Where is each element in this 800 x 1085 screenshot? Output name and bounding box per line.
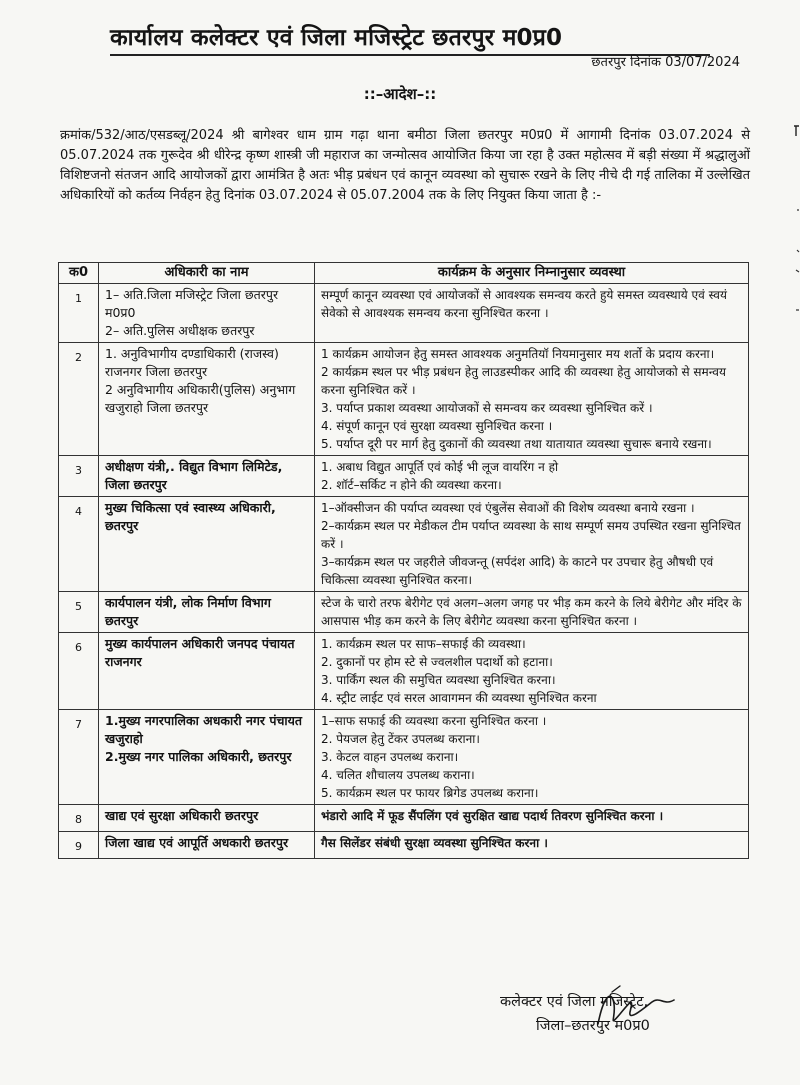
arrangement-item: सम्पूर्ण कानून व्यवस्था एवं आयोजकों से आवश्यक समन्वय करते हुये समस्त व्यवस्थाये एवं स्वयं सेवेको से आवश्यक समन्वय करना सुनिश्चित करना । — [321, 288, 727, 320]
row-arrangements — [315, 592, 749, 633]
row-arrangements — [315, 710, 749, 805]
intro-paragraph: क्रमांक/532/आठ/एसडब्लू/2024 श्री बागेश्वर धाम ग्राम गढ़ा थाना बमीठा जिला छतरपुर म0प्र0 में आगामी दिनांक 03.07.2024 से 05.07.2024 तक गुरूदेव श्री धीरेन्द्र कृष्ण शास्त्री जी महाराज का जन्मोत्सव आयोजित किया जा रहा है उक्त महोत्सव में बड़ी संख्या में श्रद्धालुओं विशिष्टजनो संतजन आदि आयोजकों द्वारा आमंत्रित है अतः भीड़ प्रबंधन एवं कानून व्यवस्था को सुचारू रखने के लिए नीचे दी गई तालिका में उल्लेखित अधिकारियों को कर्तव्य निर्वहन हेतु दिनांक 03.07.2024 से 05.07.2004 तक के लिए नियुक्त किया जाता है :- — [60, 128, 750, 203]
header-officer: अधिकारी का नाम — [99, 263, 315, 284]
arrangement-item: 3. केटल वाहन उपलब्ध कराना। — [321, 750, 459, 764]
officer-name: 2– अति.पुलिस अधीक्षक छतरपुर — [105, 323, 255, 338]
row-officer — [99, 633, 315, 710]
arrangement-item: 2. शॉर्ट–सर्किट न होने की व्यवस्था करना। — [321, 478, 502, 492]
row-serial: 2 — [59, 343, 99, 456]
row-officer — [99, 343, 315, 456]
signature-district: जिला–छतरपुर म0प्र0 — [536, 1018, 650, 1034]
arrangement-item: 5. पर्याप्त दूरी पर मार्ग हेतु दुकानों की व्यवस्था तथा यातायात व्यवस्था सुचारू बनाये रखना। — [321, 437, 712, 451]
table-row — [59, 592, 749, 633]
row-officer — [99, 284, 315, 343]
order-date: छतरपुर दिनांक 03/07/2024 — [591, 55, 740, 70]
row-serial: 1 — [59, 284, 99, 343]
arrangement-item: 1–साफ सफाई की व्यवस्था करना सुनिश्चित करना । — [321, 714, 547, 728]
row-officer — [99, 497, 315, 592]
margin-scan-marks — [790, 120, 800, 370]
table-header-row — [59, 263, 749, 284]
arrangement-item: 4. स्ट्रीट लाईट एवं सरल आवागमन की व्यवस्था सुनिश्चित करना — [321, 691, 597, 705]
arrangement-item: 3. पर्याप्त प्रकाश व्यवस्था आयोजकों से समन्वय कर व्यवस्था सुनिश्चित करें । — [321, 401, 653, 415]
table-row — [59, 832, 749, 859]
order-heading: ::–आदेश–:: — [363, 85, 437, 103]
duty-table — [58, 262, 749, 859]
arrangement-item: 2. पेयजल हेतु टेंकर उपलब्ध कराना। — [321, 732, 480, 746]
table-row — [59, 284, 749, 343]
row-officer — [99, 592, 315, 633]
officer-name: 1.मुख्य नगरपालिका अधकारी नगर पंचायत खजुराहो — [105, 713, 303, 746]
row-arrangements — [315, 284, 749, 343]
row-officer — [99, 832, 315, 859]
table-row — [59, 805, 749, 832]
arrangement-item: 1–ऑक्सीजन की पर्याप्त व्यवस्था एवं एंबुलेंस सेवाओं की विशेष व्यवस्था बनाये रखना । — [321, 501, 695, 515]
row-serial: 6 — [59, 633, 99, 710]
header-arrangements: कार्यक्रम के अनुसार निम्नानुसार व्यवस्था — [315, 263, 749, 284]
officer-name: खाद्य एवं सुरक्षा अधिकारी छतरपुर — [105, 808, 259, 823]
officer-name: 1. अनुविभागीय दण्डाधिकारी (राजस्व) राजनगर जिला छतरपुर — [105, 346, 279, 379]
row-officer — [99, 456, 315, 497]
row-officer — [99, 805, 315, 832]
row-arrangements — [315, 805, 749, 832]
row-serial: 7 — [59, 710, 99, 805]
row-serial: 5 — [59, 592, 99, 633]
arrangement-item: 4. संपूर्ण कानून एवं सुरक्षा व्यवस्था सुनिश्चित करना । — [321, 419, 553, 433]
office-title: कार्यालय कलेक्टर एवं जिला मजिस्ट्रेट छतरपुर म0प्र0 — [110, 20, 710, 56]
row-serial: 8 — [59, 805, 99, 832]
row-arrangements — [315, 343, 749, 456]
table-row — [59, 343, 749, 456]
officer-name: कार्यपालन यंत्री, लोक निर्माण विभाग छतरपुर — [105, 595, 271, 628]
arrangement-item: 1. अबाध विद्युत आपूर्ति एवं कोई भी लूज वायरिंग न हो — [321, 460, 559, 474]
row-serial: 3 — [59, 456, 99, 497]
row-arrangements — [315, 832, 749, 859]
officer-name: मुख्य कार्यपालन अधिकारी जनपद पंचायत राजनगर — [105, 636, 295, 669]
signature-designation: कलेक्टर एवं जिला मजिस्ट्रेट, — [500, 994, 649, 1010]
arrangement-item: 2–कार्यक्रम स्थल पर मेडीकल टीम पर्याप्त व्यवस्था के साथ सम्पूर्ण समय उपस्थित रखना सुनिश्चित करें । — [321, 519, 741, 551]
officer-name: अधीक्षण यंत्री,. विद्युत विभाग लिमिटेड, जिला छतरपुर — [105, 459, 283, 492]
arrangement-item: 4. चलित शौचालय उपलब्ध कराना। — [321, 768, 475, 782]
table-row — [59, 497, 749, 592]
row-arrangements — [315, 497, 749, 592]
officer-name: 1– अति.जिला मजिस्ट्रेट जिला छतरपुर म0प्र0 — [105, 287, 279, 320]
table-row — [59, 456, 749, 497]
row-serial: 9 — [59, 832, 99, 859]
row-arrangements — [315, 633, 749, 710]
arrangement-item: गैस सिलेंडर संबंधी सुरक्षा व्यवस्था सुनिश्चित करना । — [321, 836, 548, 850]
arrangement-item: स्टेज के चारो तरफ बेरीगेट एवं अलग–अलग जगह पर भीड़ कम करने के लिये बेरीगेट और मंदिर के आसपास भीड़ कम करने के लिए बेरीगेट व्यवस्था करना सुनिश्चित करना । — [321, 596, 742, 628]
arrangement-item: 2 कार्यक्रम स्थल पर भीड़ प्रबंधन हेतु लाउडस्पीकर आदि की व्यवस्था हेतु आयोजको से समन्वय करना सुनिश्चित करें । — [321, 365, 726, 397]
arrangement-item: 5. कार्यक्रम स्थल पर फायर ब्रिगेड उपलब्ध कराना। — [321, 786, 539, 800]
table-row — [59, 633, 749, 710]
row-officer — [99, 710, 315, 805]
officer-name: 2 अनुविभागीय अधिकारी(पुलिस) अनुभाग खजुराहो जिला छतरपुर — [105, 382, 296, 415]
officer-name: जिला खाद्य एवं आपूर्ति अधकारी छतरपुर — [105, 835, 289, 850]
table-row — [59, 710, 749, 805]
arrangement-item: 3. पार्किंग स्थल की समुचित व्यवस्था सुनिश्चित करना। — [321, 673, 556, 687]
arrangement-item: 1. कार्यक्रम स्थल पर साफ–सफाई की व्यवस्था। — [321, 637, 526, 651]
header-serial: क0 — [59, 263, 99, 284]
row-serial: 4 — [59, 497, 99, 592]
arrangement-item: भंडारो आदि में फूड सैंपलिंग एवं सुरक्षित खाद्य पदार्थ तिवरण सुनिश्चित करना । — [321, 809, 664, 823]
arrangement-item: 1 कार्यक्रम आयोजन हेतु समस्त आवश्यक अनुमतियॉ नियमानुसार मय शर्तो के प्रदाय करना। — [321, 347, 715, 361]
officer-name: मुख्य चिकित्सा एवं स्वास्थ्य अधिकारी, छतरपुर — [105, 500, 276, 533]
row-arrangements — [315, 456, 749, 497]
duty-table-body — [59, 284, 749, 859]
arrangement-item: 2. दुकानों पर होम स्टे से ज्वलशील पदार्थो को हटाना। — [321, 655, 553, 669]
officer-name: 2.मुख्य नगर पालिका अधिकारी, छतरपुर — [105, 749, 292, 764]
signature-block — [500, 990, 760, 1038]
arrangement-item: 3–कार्यक्रम स्थल पर जहरीले जीवजन्तू (सर्पदंश आदि) के काटने पर उपचार हेतु औषधी एवं चिकित्सा व्यवस्था सुनिश्चित करना। — [321, 555, 714, 587]
